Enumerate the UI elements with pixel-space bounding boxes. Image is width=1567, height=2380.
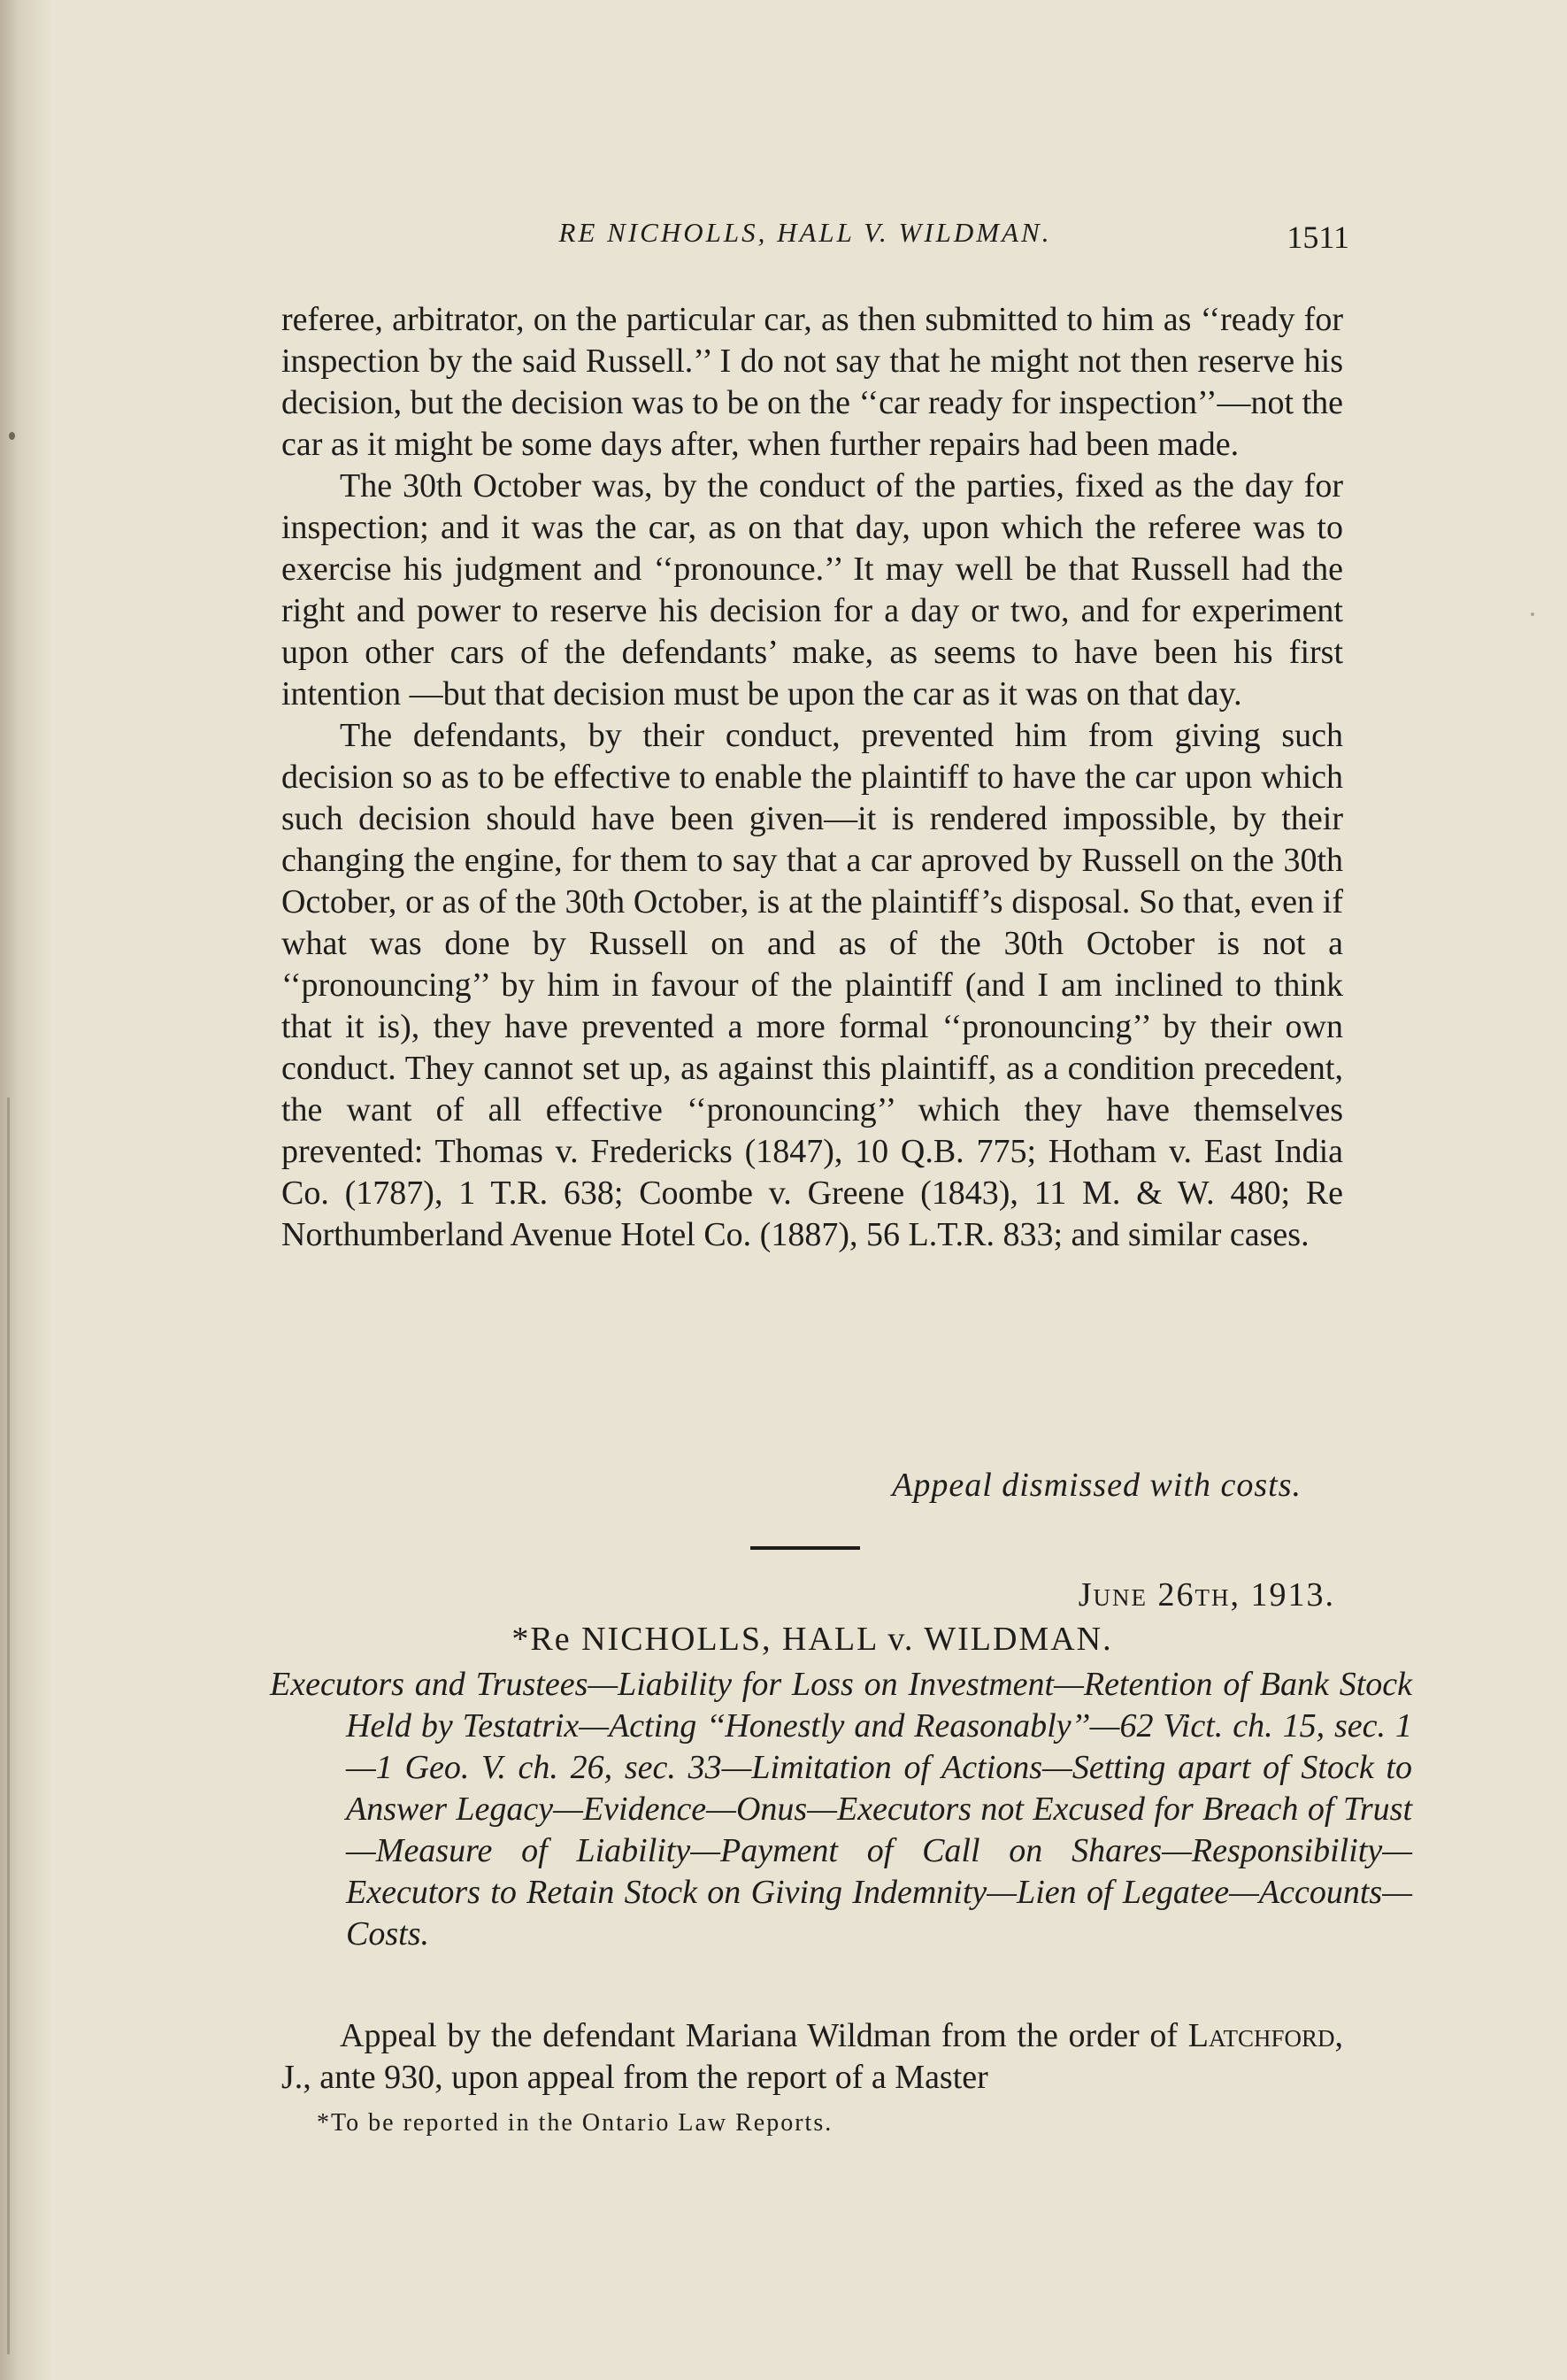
case-date: June 26th, 1913. bbox=[1078, 1576, 1335, 1614]
paragraph: referee, arbitrator, on the particular car, as then submitted to him as ‘‘ready for inspection by the said Russell.’’ I do not say that he might not then reserve his decision, but the decision was to be on the ‘‘car ready for inspection’’—not the car as it might be some days after, when further repairs had been made. bbox=[281, 301, 1343, 463]
paper-fleck bbox=[9, 432, 15, 440]
case-title: *Re NICHOLLS, HALL v. WILDMAN. bbox=[511, 1621, 1113, 1658]
binding-edge bbox=[7, 1098, 10, 2354]
appeal-paragraph bbox=[281, 2015, 1343, 2099]
section-divider bbox=[750, 1546, 860, 1550]
page-number: 1511 bbox=[1287, 220, 1349, 255]
paper-fleck bbox=[1531, 612, 1534, 616]
paragraph: The defendants, by their conduct, prevented him from giving such decision so as to be effective to enable the plaintiff to have the car upon which such decision should have been given—it is rendered impossible, by their changing the engine, for them to say that a car aproved by Russell on the 30th October, or as of the 30th October, is at the plaintiff’s disposal. So that, even if what was done by Russell on and as of the 30th October is not a ‘‘pronouncing’’ by him in favour of the plaintiff (and I am inclined to think that it is), they have prevented a more formal ‘‘pronouncing’’ by their own conduct. They cannot set up, as against this plaintiff, as a condition precedent, the want of all effective ‘‘pronouncing’’ which they have themselves prevented: Thomas v. Fredericks (1847), 10 Q.B. 775; Hotham v. East India Co. (1787), 1 T.R. 638; Coombe v. Greene (1843), 11 M. & W. 480; Re Northumberland Avenue Hotel Co. (1887), 56 L.T.R. 833; and similar cases. bbox=[281, 717, 1343, 1253]
headnote-catchwords: Executors and Trustees—Liability for Loss on Investment—Retention of Bank Stock Held by Testatrix—Acting ‘‘Honestly and Reasonably’’—62 Vict. ch. 15, sec. 1—1 Geo. V. ch. 26, sec. 33—Limitation of Actions—Setting apart of Stock to Answer Legacy—Evidence—Onus—Executors not Excused for Breach of Trust—Measure of Liability—Payment of Call on Shares—Responsibility—Executors to Retain Stock on Giving Indemnity—Lien of Legatee—Accounts—Costs. bbox=[270, 1666, 1412, 1953]
running-head: RE NICHOLLS, HALL V. WILDMAN. bbox=[558, 217, 1052, 248]
appeal-intro: Appeal by the defendant Mariana Wildman from the order of bbox=[340, 2017, 1179, 2054]
paragraph: The 30th October was, by the conduct of the parties, fixed as the day for inspection; and it was the car, as on that day, upon which the referee was to exercise his judgment and ‘‘pronounce.’’ It may well be that Russell had the right and power to reserve his decision for a day or two, and for experiment upon other cars of the defendants’ make, as seems to have been his first intention —but that decision must be upon the car as it was on that day. bbox=[281, 467, 1343, 712]
judgment-text bbox=[281, 299, 1343, 1256]
footnote: *To be reported in the Ontario Law Reports. bbox=[317, 2109, 833, 2137]
disposition: Appeal dismissed with costs. bbox=[892, 1467, 1302, 1504]
judge-name: Latchford bbox=[1187, 2017, 1335, 2054]
appeal-rest: , J., ante 930, upon appeal from the report of a Master bbox=[281, 2017, 1343, 2096]
page-binding-shadow bbox=[0, 0, 53, 2380]
